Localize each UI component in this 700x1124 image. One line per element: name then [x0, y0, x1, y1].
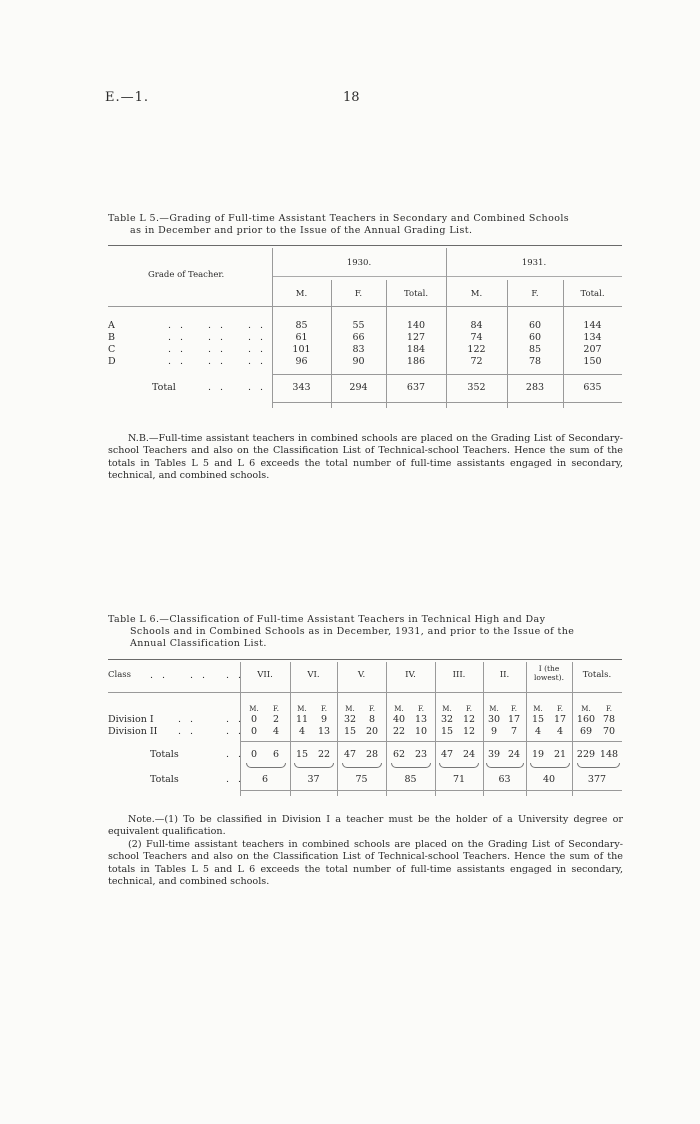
cell: 74: [470, 332, 483, 343]
total-cell: 352: [467, 382, 486, 393]
brace: [342, 763, 382, 768]
total-cell: 0: [250, 749, 258, 760]
cell: 13: [317, 726, 331, 737]
cell: 186: [406, 356, 426, 367]
cell: 9: [320, 714, 328, 725]
col-header: Total.: [580, 289, 605, 299]
cell: 0: [250, 714, 258, 725]
brace: [391, 763, 431, 768]
leader-dots: . .: [178, 714, 197, 725]
cell: 17: [507, 714, 521, 725]
cell: 13: [414, 714, 428, 725]
cell: 15: [343, 726, 357, 737]
leader-dots: . .: [208, 332, 227, 343]
combined-total: 37: [307, 774, 320, 785]
grade-label: B: [108, 332, 115, 343]
col-header: V.: [357, 670, 366, 680]
total-cell: 22: [317, 749, 331, 760]
col-header: VI.: [307, 670, 320, 680]
leader-dots: . .: [248, 356, 267, 367]
leader-dots: . .: [150, 670, 169, 681]
brace: [439, 763, 479, 768]
cell: 4: [272, 726, 280, 737]
total-cell: 24: [507, 749, 521, 760]
total-cell: 47: [343, 749, 357, 760]
leader-dots: . .: [168, 344, 187, 355]
cell: 12: [462, 726, 476, 737]
mf-label: F.: [606, 705, 612, 713]
cell: 134: [583, 332, 602, 343]
leader-dots: . .: [226, 774, 245, 785]
mf-label: F.: [511, 705, 517, 713]
mf-label: M.: [442, 705, 452, 713]
grade-label: C: [108, 344, 116, 355]
cell: 60: [528, 320, 542, 331]
total-cell: 21: [553, 749, 567, 760]
col-header: I (the lowest).: [534, 664, 564, 682]
table-l6-caption: [108, 614, 628, 650]
cell: 15: [531, 714, 545, 725]
total-cell: 62: [392, 749, 406, 760]
leader-dots: . .: [208, 382, 227, 393]
combined-total: 71: [452, 774, 466, 785]
caption-line: Table L 5.—Grading of Full-time Assistant Teachers in Secondary and Combined Schools: [108, 213, 570, 224]
leader-dots: . .: [178, 726, 197, 737]
leader-dots: . .: [248, 382, 267, 393]
cell: 127: [406, 332, 426, 343]
cell: 11: [295, 714, 309, 725]
mf-label: F.: [321, 705, 327, 713]
leader-dots: . .: [248, 344, 267, 355]
table-l5-note: N.B.—Full-time assistant teachers in combined schools are placed on the Grading List of Secondary-school Teachers and also on the Classification List of Technical-school Teachers. Hence the sum of the totals in Tables L 5 and L 6 exceeds the total number of full-time assistants engaged in secondary, technical, and combined schools.: [108, 433, 623, 482]
leader-dots: . .: [226, 726, 245, 737]
cell: 15: [440, 726, 454, 737]
document-code: E.—1.: [105, 90, 150, 105]
mf-label: M.: [533, 705, 543, 713]
mf-label: M.: [345, 705, 355, 713]
grade-label: A: [108, 320, 115, 331]
total-cell: 343: [292, 382, 311, 393]
brace: [530, 763, 570, 768]
mf-label: F.: [369, 705, 375, 713]
total-cell: 148: [599, 749, 619, 760]
leader-dots: . .: [208, 320, 227, 331]
cell: 70: [602, 726, 616, 737]
caption-line: as in December and prior to the Issue of the Annual Grading List.: [130, 225, 473, 236]
cell: 17: [553, 714, 567, 725]
leader-dots: . .: [248, 320, 267, 331]
col-header: IV.: [405, 670, 416, 680]
note-1: Note.—(1) To be classified in Division I a teacher must be the holder of a University degree or equivalent qualification.: [108, 814, 623, 838]
col-header: II.: [499, 670, 510, 680]
cell: 66: [352, 332, 365, 343]
cell: 30: [487, 714, 501, 725]
cell: 207: [583, 344, 602, 355]
col-header: Total.: [403, 289, 429, 299]
total-cell: 23: [414, 749, 428, 760]
leader-dots: . .: [190, 670, 209, 681]
cell: 83: [352, 344, 365, 355]
division-label: Division I: [108, 714, 154, 725]
mf-label: M.: [249, 705, 259, 713]
col-header: III.: [452, 670, 466, 680]
year-header: 1931.: [521, 258, 547, 268]
leader-dots: . .: [168, 332, 187, 343]
col-header: VII.: [257, 670, 273, 680]
caption-line: Table L 6.—Classification of Full-time Assistant Teachers in Technical High and Day: [108, 614, 546, 625]
cell: 7: [510, 726, 518, 737]
total-cell: 229: [576, 749, 596, 760]
row-header: Grade of Teacher.: [148, 270, 225, 280]
combined-total: 6: [261, 774, 269, 785]
caption-line: Annual Classification List.: [130, 638, 267, 649]
brace: [486, 763, 524, 768]
mf-label: F.: [418, 705, 424, 713]
cell: 4: [534, 726, 542, 737]
total-label: Total: [152, 382, 176, 393]
leader-dots: . .: [208, 356, 227, 367]
total-cell: 637: [406, 382, 426, 393]
combined-total: 63: [498, 774, 511, 785]
leader-dots: . .: [226, 714, 245, 725]
caption-line: Schools and in Combined Schools as in December, 1931, and prior to the Issue of the: [130, 626, 575, 637]
brace: [294, 763, 334, 768]
totals-label: Totals: [150, 774, 179, 785]
cell: 2: [272, 714, 280, 725]
cell: 22: [392, 726, 406, 737]
brace: [577, 763, 620, 768]
total-cell: 39: [487, 749, 501, 760]
cell: 84: [470, 320, 483, 331]
cell: 85: [528, 344, 542, 355]
cell: 61: [295, 332, 308, 343]
col-header: F.: [354, 289, 363, 299]
col-header: M.: [470, 289, 483, 299]
class-label: Class: [108, 670, 132, 680]
cell: 72: [470, 356, 483, 367]
table-l5-caption: [108, 213, 628, 237]
cell: 150: [583, 356, 602, 367]
mf-label: F.: [557, 705, 563, 713]
total-cell: 15: [295, 749, 309, 760]
col-header: Totals.: [582, 670, 612, 680]
brace: [246, 763, 286, 768]
cell: 184: [406, 344, 426, 355]
combined-total: 85: [404, 774, 417, 785]
totals-label: Totals: [150, 749, 179, 760]
leader-dots: . .: [248, 332, 267, 343]
cell: 4: [556, 726, 564, 737]
total-cell: 6: [272, 749, 280, 760]
leader-dots: . .: [168, 356, 187, 367]
cell: 85: [295, 320, 308, 331]
page-number: 18: [343, 90, 360, 105]
total-cell: 283: [525, 382, 545, 393]
cell: 40: [392, 714, 406, 725]
cell: 69: [579, 726, 593, 737]
leader-dots: . .: [168, 320, 187, 331]
cell: 78: [528, 356, 542, 367]
leader-dots: . .: [226, 670, 245, 681]
cell: 101: [292, 344, 311, 355]
year-header: 1930.: [346, 258, 372, 268]
total-cell: 47: [440, 749, 454, 760]
cell: 4: [298, 726, 306, 737]
note-2: (2) Full-time assistant teachers in combined schools are placed on the Grading List of Secondary-school Teachers and also on the Classification List of Technical-school Teachers. Hence the sum of the totals in Tables L 5 and L 6 exceeds the total number of full-time assistants engaged in secondary, technical, and combined schools.: [108, 838, 623, 888]
mf-label: M.: [394, 705, 404, 713]
combined-total: 377: [587, 774, 607, 785]
cell: 78: [602, 714, 616, 725]
cell: 60: [528, 332, 542, 343]
mf-label: M.: [297, 705, 307, 713]
combined-total: 40: [542, 774, 556, 785]
col-header: M.: [295, 289, 308, 299]
mf-label: M.: [489, 705, 499, 713]
table-l6-notes: [108, 814, 623, 888]
total-cell: 635: [583, 382, 602, 393]
cell: 32: [343, 714, 357, 725]
division-label: Division II: [108, 726, 158, 737]
cell: 32: [440, 714, 454, 725]
cell: 140: [406, 320, 426, 331]
cell: 20: [365, 726, 379, 737]
cell: 8: [368, 714, 376, 725]
mf-label: M.: [581, 705, 591, 713]
cell: 144: [583, 320, 602, 331]
cell: 0: [250, 726, 258, 737]
cell: 96: [295, 356, 308, 367]
total-cell: 294: [349, 382, 368, 393]
total-cell: 28: [365, 749, 379, 760]
cell: 122: [467, 344, 486, 355]
mf-label: F.: [466, 705, 472, 713]
cell: 10: [414, 726, 428, 737]
cell: 90: [352, 356, 365, 367]
col-header: F.: [531, 289, 539, 299]
leader-dots: . .: [208, 344, 227, 355]
leader-dots: . .: [226, 749, 245, 760]
mf-label: F.: [273, 705, 279, 713]
total-cell: 24: [462, 749, 476, 760]
grade-label: D: [108, 356, 116, 367]
cell: 9: [490, 726, 498, 737]
total-cell: 19: [531, 749, 545, 760]
cell: 160: [576, 714, 596, 725]
combined-total: 75: [355, 774, 368, 785]
cell: 55: [352, 320, 365, 331]
cell: 12: [462, 714, 476, 725]
